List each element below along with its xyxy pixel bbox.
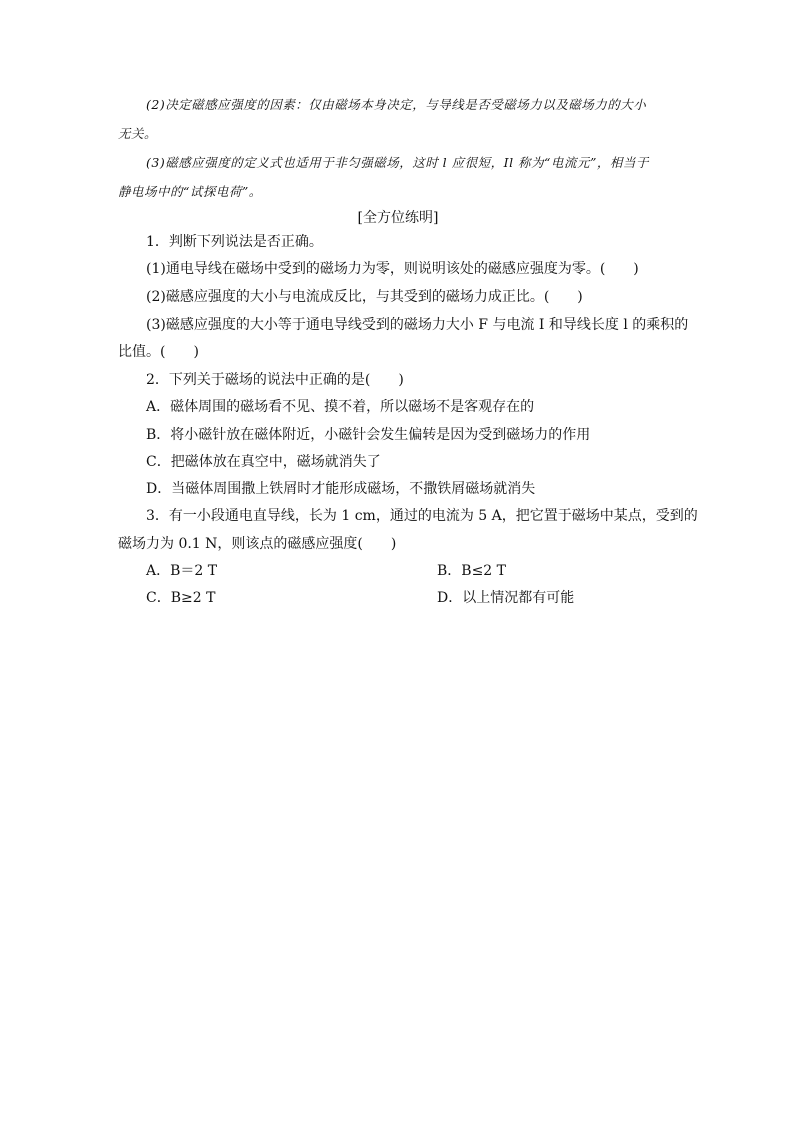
question-1-item-1: (1)通电导线在磁场中受到的磁场力为零，则说明该处的磁感应强度为零。( ) bbox=[146, 261, 639, 277]
paragraph-2-line-1: (2)决定磁感应强度的因素：仅由磁场本身决定，与导线是否受磁场力以及磁场力的大小 bbox=[146, 97, 647, 112]
question-2-option-d: D．当磁体周围撒上铁屑时才能形成磁场，不撒铁屑磁场就消失 bbox=[146, 481, 536, 497]
paragraph-3-line-1: (3)磁感应强度的定义式也适用于非匀强磁场，这时 l 应很短，Il 称为“电流元”，相当于 bbox=[146, 155, 649, 170]
question-2-option-b: B．将小磁针放在磁体附近，小磁针会发生偏转是因为受到磁场力的作用 bbox=[146, 427, 591, 443]
question-1-item-3-line-1: (3)磁感应强度的大小等于通电导线受到的磁场力大小 F 与电流 I 和导线长度 l 的乘积的 bbox=[146, 317, 689, 333]
question-3-stem-line-1: 3．有一小段通电直导线，长为 1 cm，通过的电流为 5 A，把它置于磁场中某点，受到的 bbox=[146, 508, 698, 524]
question-3-stem-line-2: 磁场力为 0.1 N，则该点的磁感应强度( ) bbox=[118, 536, 397, 552]
question-2-stem: 2．下列关于磁场的说法中正确的是( ) bbox=[146, 372, 404, 388]
question-2-option-a: A．磁体周围的磁场看不见、摸不着，所以磁场不是客观存在的 bbox=[146, 399, 535, 415]
question-2-option-c: C．把磁体放在真空中，磁场就消失了 bbox=[146, 454, 381, 470]
question-1-item-3-line-2: 比值。( ) bbox=[118, 344, 199, 360]
practice-title: [全方位练明] bbox=[357, 210, 439, 226]
question-3-option-b: B．B≤2 T bbox=[437, 563, 507, 579]
question-1-item-2: (2)磁感应强度的大小与电流成反比，与其受到的磁场力成正比。( ) bbox=[146, 289, 583, 305]
question-3-option-a: A．B＝2 T bbox=[146, 563, 218, 579]
question-1-stem: 1．判断下列说法是否正确。 bbox=[146, 234, 323, 250]
question-3-option-d: D．以上情况都有可能 bbox=[437, 590, 575, 606]
paragraph-2-line-2: 无关。 bbox=[118, 126, 158, 141]
question-3-option-c: C．B≥2 T bbox=[146, 590, 216, 606]
paragraph-3-line-2: 静电场中的“试探电荷”。 bbox=[118, 184, 262, 199]
